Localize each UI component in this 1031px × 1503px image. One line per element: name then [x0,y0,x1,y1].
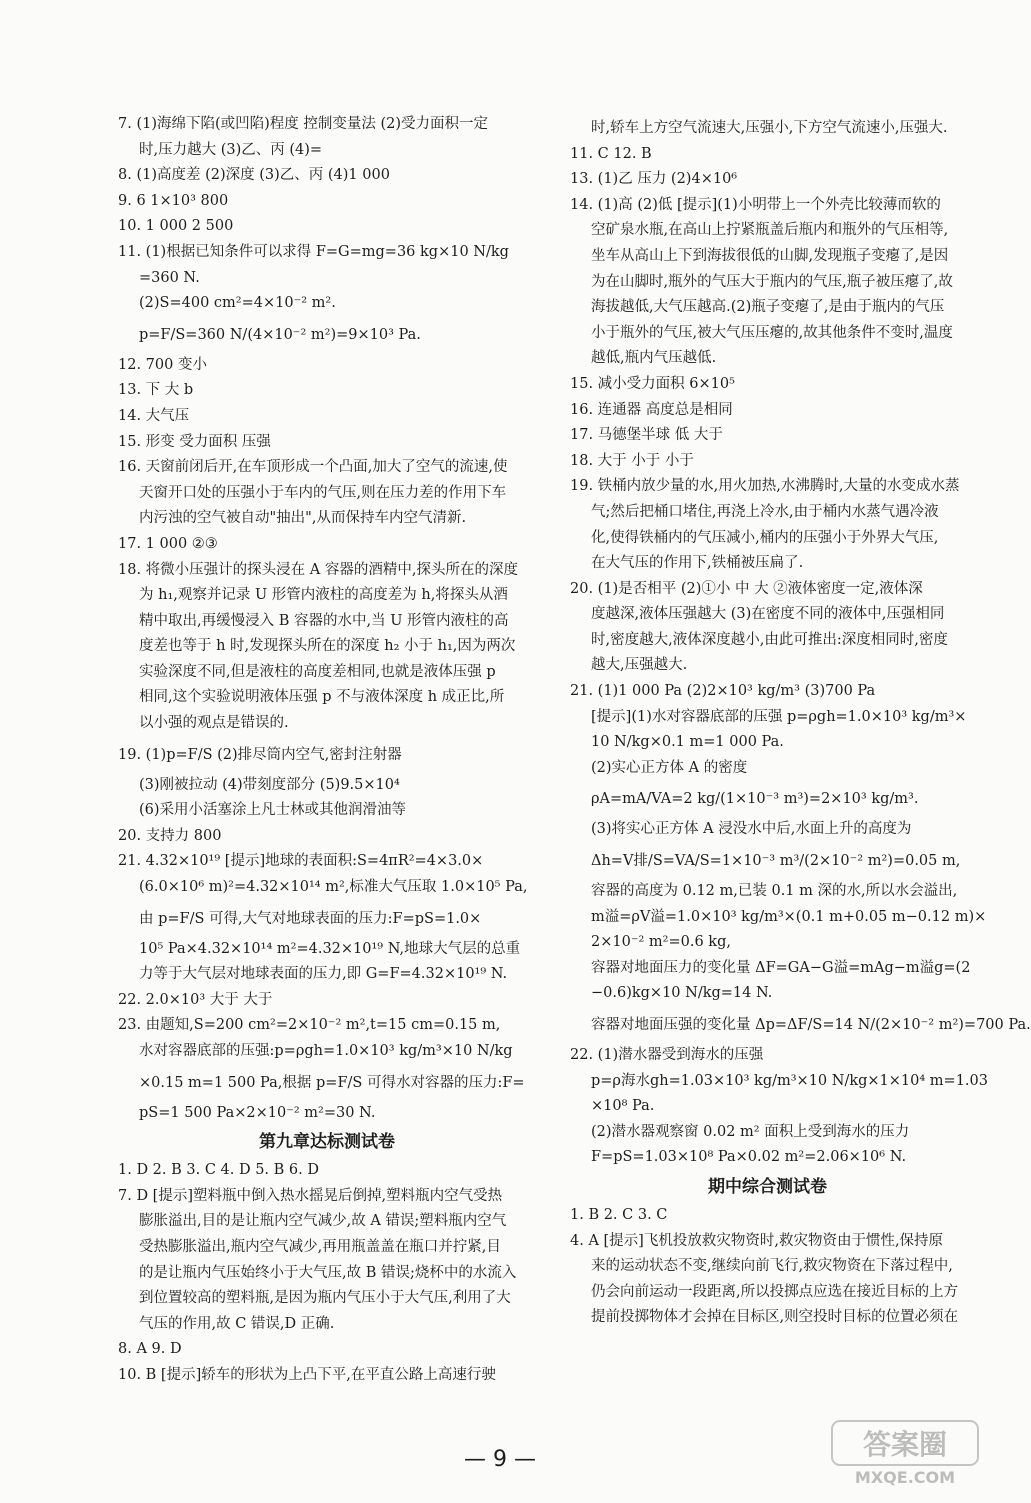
answer-line: 气压的作用,故 C 错误,D 正确. [139,1315,335,1332]
answer-line: 22. (1)潜水器受到海水的压强 [570,1047,764,1063]
answer-line: 10. 1 000 2 500 [118,218,234,235]
answer-line: 19. (1)p=F/S (2)排尽筒内空气,密封注射器 [118,746,402,763]
watermark-url: MXQE.COM [854,1468,956,1487]
answer-line: 17. 马德堡半球 低 大于 [570,427,723,444]
answer-line: 8. (1)高度差 (2)深度 (3)乙、丙 (4)1 000 [118,167,390,184]
answer-line: 14. (1)高 (2)低 [提示](1)小明带上一个外壳比较薄而软的 [570,196,941,213]
answer-line: 18. 将微小压强计的探头浸在 A 容器的酒精中,探头所在的深度 [118,561,518,578]
answer-line: (6)采用小活塞涂上凡士林或其他润滑油等 [139,802,407,819]
answer-line: 16. 连通器 高度总是相同 [570,401,733,418]
answer-line: 16. 天窗前闭后开,在车顶形成一个凸面,加大了空气的流速,使 [118,459,508,476]
answer-line: 19. 铁桶内放少量的水,用火加热,水沸腾时,大量的水变成水蒸 [570,478,960,495]
answer-line: ×10⁸ Pa. [591,1098,655,1115]
page-number: — 9 — [464,1447,536,1472]
answer-line: [提示](1)水对容器底部的压强 p=ρgh=1.0×10³ kg/m³× [591,708,967,725]
watermark-text: 答案圈 [862,1428,948,1461]
answer-line: (2)S=400 cm²=4×10⁻² m². [139,295,336,312]
answer-line: 13. (1)乙 压力 (2)4×10⁶ [570,171,738,188]
section-title: 期中综合测试卷 [708,1176,827,1197]
answer-line: ×0.15 m=1 500 Pa,根据 p=F/S 可得水对容器的压力:F= [139,1074,525,1091]
answer-line: (2)潜水器观察窗 0.02 m² 面积上受到海水的压力 [591,1123,910,1140]
answer-line: 10. B [提示]轿车的形状为上凸下平,在平直公路上高速行驶 [118,1366,496,1383]
answer-line: 为在山脚时,瓶外的气压大于瓶内的气压,瓶子被压瘪了,故 [591,273,953,290]
answer-line: 15. 减小受力面积 6×10⁵ [570,375,735,392]
answer-line: 18. 大于 小于 小于 [570,452,694,469]
answer-line: 越低,瓶内气压越低. [591,350,717,367]
section-title: 第九章达标测试卷 [259,1132,395,1153]
answer-line: 容器对地面压强的变化量 Δp=ΔF/S=14 N/(2×10⁻² m²)=700 Pa. [591,1017,1031,1033]
answer-line: p=ρ海水gh=1.03×10³ kg/m³×10 N/kg×1×10⁴ m=1.03 [591,1072,988,1089]
answer-line: 15. 形变 受力面积 压强 [118,433,271,450]
answer-line: −0.6)kg×10 N/kg=14 N. [591,985,773,1002]
answer-line: 空矿泉水瓶,在高山上拧紧瓶盖后瓶内和瓶外的气压相等, [591,222,949,239]
answer-line: 20. 支持力 800 [118,827,222,844]
answer-line: 水对容器底部的压强:p=ρgh=1.0×10³ kg/m³×10 N/kg [139,1043,513,1059]
answer-line: 来的运动状态不变,继续向前飞行,救灾物资在下落过程中, [591,1258,953,1275]
answer-line: 8. A 9. D [118,1341,182,1358]
answer-line: 海拔越低,大气压越高.(2)瓶子变瘪了,是由于瓶内的气压 [591,299,945,316]
answer-line: 12. 700 变小 [118,356,207,373]
answer-line: m溢=ρV溢=1.0×10³ kg/m³×(0.1 m+0.05 m−0.12 m)× [591,908,987,925]
answer-line: 11. C 12. B [570,145,652,162]
answer-line: 1. D 2. B 3. C 4. D 5. B 6. D [118,1162,319,1179]
answer-line: 时,轿车上方空气流速大,压强小,下方空气流速小,压强大. [591,120,948,136]
left-column [118,112,536,1389]
answer-line: 天窗开口处的压强小于车内的气压,则在压力差的作用下车 [139,484,507,501]
answer-line: 坐车从高山上下到海拔很低的山脚,发现瓶子变瘪了,是因 [591,247,949,264]
answer-line: Δh=V排/S=VA/S=1×10⁻³ m³/(2×10⁻² m²)=0.05 m, [591,853,961,870]
answer-line: 1. B 2. C 3. C [570,1206,668,1223]
answer-line: 17. 1 000 ②③ [118,535,218,552]
answer-line: 7. (1)海绵下陷(或凹陷)程度 控制变量法 (2)受力面积一定 [118,116,489,132]
answer-line: 的是让瓶内气压始终小于大气压,故 B 错误;烧杯中的水流入 [139,1264,517,1281]
answer-line: 到位置较高的塑料瓶,是因为瓶内气压小于大气压,利用了大 [139,1290,511,1307]
answer-line: pS=1 500 Pa×2×10⁻² m²=30 N. [139,1104,376,1121]
answer-line: 10⁵ Pa×4.32×10¹⁴ m²=4.32×10¹⁹ N,地球大气层的总重 [139,940,521,957]
answer-line: 相同,这个实验说明液体压强 p 不与液体深度 h 成正比,所 [139,689,505,706]
answer-line: (3)刚被拉动 (4)带刻度部分 (5)9.5×10⁴ [139,776,400,793]
answer-line: 度越深,液体压强越大 (3)在密度不同的液体中,压强相同 [591,606,945,623]
answer-line: 化,使得铁桶内的气压减小,桶内的压强小于外界大气压, [591,529,939,546]
answer-line: 容器对地面压力的变化量 ΔF=GA−G溢=mAg−m溢g=(2 [591,959,971,976]
answer-line: 力等于大气层对地球表面的压力,即 G=F=4.32×10¹⁹ N. [139,966,508,983]
answer-line: 13. 下 大 b [118,382,194,399]
answer-line: 10 N/kg×0.1 m=1 000 Pa. [591,734,784,751]
answer-line: 21. (1)1 000 Pa (2)2×10³ kg/m³ (3)700 Pa [570,683,876,700]
answer-line: 以小强的观点是错误的. [139,715,289,732]
answer-line: 23. 由题知,S=200 cm²=2×10⁻² m²,t=15 cm=0.15 m, [118,1017,501,1034]
answer-line: 7. D [提示]塑料瓶中倒入热水摇晃后倒掉,塑料瓶内空气受热 [118,1187,503,1204]
answer-line: 膨胀溢出,目的是让瓶内空气减少,故 A 错误;塑料瓶内空气 [139,1213,507,1230]
answer-line: 11. (1)根据已知条件可以求得 F=G=mg=36 kg×10 N/kg [118,243,509,260]
answer-line: 21. 4.32×10¹⁹ [提示]地球的表面积:S=4πR²=4×3.0× [118,853,484,870]
answer-line: 在大气压的作用下,铁桶被压扁了. [591,555,804,572]
answer-line: 14. 大气压 [118,407,190,424]
answer-line: 小于瓶外的气压,被大气压压瘪的,故其他条件不变时,温度 [591,324,953,341]
answer-line: 22. 2.0×10³ 大于 大于 [118,991,273,1008]
answer-line: 气;然后把桶口堵住,再浇上冷水,由于桶内水蒸气遇冷液 [591,503,939,520]
answer-line: 提前投掷物体才会掉在目标区,则空投时目标的位置必须在 [591,1309,959,1326]
answer-line: 4. A [提示]飞机投放救灾物资时,救灾物资由于惯性,保持原 [570,1232,944,1249]
answer-line: 实验深度不同,但是液柱的高度差相同,也就是液体压强 p [139,663,496,680]
answer-line: 由 p=F/S 可得,大气对地球表面的压力:F=pS=1.0× [139,910,482,927]
answer-line: ρA=mA/VA=2 kg/(1×10⁻³ m³)=2×10³ kg/m³. [591,791,919,808]
answer-line: (2)实心正方体 A 的密度 [591,759,748,776]
answer-line: F=pS=1.03×10⁸ Pa×0.02 m²=2.06×10⁶ N. [591,1149,907,1166]
answer-line: 度差也等于 h 时,发现探头所在的深度 h₂ 小于 h₁,因为两次 [139,638,516,655]
answer-line: 时,压力越大 (3)乙、丙 (4)= [139,141,323,158]
answer-line: =360 N. [139,269,200,286]
answer-line: 2×10⁻² m²=0.6 kg, [591,934,731,951]
answer-line: (3)将实心正方体 A 浸没水中后,水面上升的高度为 [591,821,912,838]
answer-line: 时,密度越大,液体深度越小,由此可推出:深度相同时,密度 [591,631,948,648]
right-column [570,116,1031,1331]
answer-line: p=F/S=360 N/(4×10⁻² m²)=9×10³ Pa. [139,326,421,343]
answer-line: 越大,压强越大. [591,657,688,674]
answer-line: (6.0×10⁶ m)²=4.32×10¹⁴ m²,标准大气压取 1.0×10⁵ Pa, [139,879,528,896]
watermark-logo [830,1417,980,1489]
answer-line: 内污浊的空气被自动"抽出",从而保持车内空气清新. [139,510,467,527]
answer-line: 精中取出,再缓慢浸入 B 容器的水中,当 U 形管内液柱的高 [139,612,509,629]
answer-line: 受热膨胀溢出,瓶内空气减少,再用瓶盖盖在瓶口并拧紧,目 [139,1238,501,1255]
answer-line: 容器的高度为 0.12 m,已装 0.1 m 深的水,所以水会溢出, [591,883,958,900]
answer-line: 9. 6 1×10³ 800 [118,192,229,209]
answer-line: 仍会向前运动一段距离,所以投掷点应选在接近目标的上方 [591,1283,959,1300]
answer-line: 为 h₁,观察并记录 U 形管内液柱的高度差为 h,将探头从酒 [139,587,508,604]
answer-line: 20. (1)是否相平 (2)①小 中 大 ②液体密度一定,液体深 [570,580,923,597]
